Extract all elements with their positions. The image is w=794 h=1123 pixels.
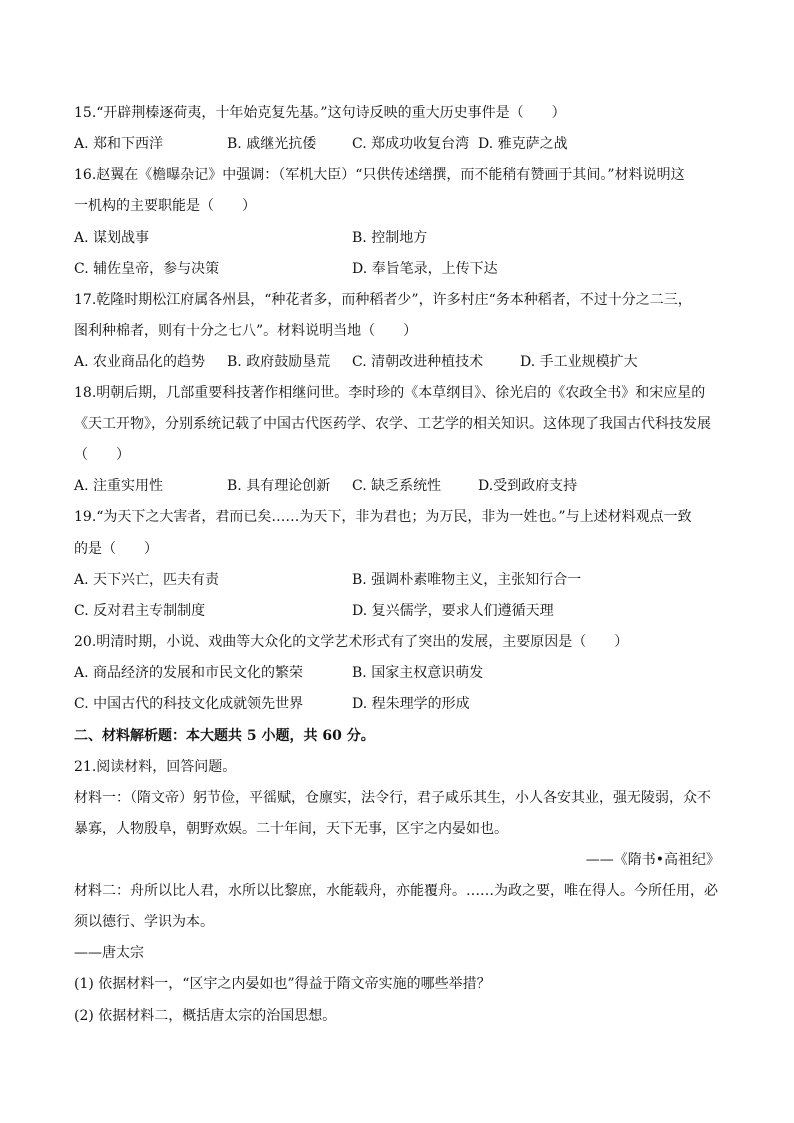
question-19-stem-line1: 19.“为天下之大害者，君而已矣……为天下，非为君也；为万民，非为一姓也。”与上述材料观点一致 [74,509,692,525]
q20-option-d: D. 程朱理学的形成 [352,696,470,712]
q18-option-a: A. 注重实用性 [74,478,164,494]
q21-material-2-line2: 须以德行、学识为本。 [74,914,214,930]
q16-option-a: A. 谋划战事 [74,230,150,246]
q21-material-1-source: ——《隋书•高祖纪》 [585,852,720,868]
q17-option-c: C. 清朝改进种植技术 [352,354,484,370]
question-18-stem-line2: 《天工开物》，分别系统记载了中国古代医药学、农学、工艺学的相关知识。这体现了我国古代科技发展 [74,416,711,432]
q21-material-1-line2: 暴寡，人物殷阜，朝野欢娱。二十年间，天下无事，区宇之内晏如也。 [74,821,508,837]
q15-option-b: B. 戚继光抗倭 [227,136,317,152]
question-18-options [74,476,724,496]
question-17-stem-line2: 图利种棉者，则有十分之七八”。材料说明当地（ ） [74,323,418,339]
q21-sub-question-2: (2) 依据材料二，概括唐太宗的治国思想。 [74,1008,337,1024]
question-18-stem-line1: 18.明朝后期，几部重要科技著作相继问世。李时珍的《本草纲目》、徐光启的《农政全书》和宋应星的 [74,385,706,401]
q21-material-2-line1: 材料二：舟所以比人君，水所以比黎庶，水能载舟，亦能覆舟。……为政之要，唯在得人。今所任用，必 [74,883,718,899]
q20-option-c: C. 中国古代的科技文化成就领先世界 [74,696,304,712]
q18-option-d: D.受到政府支持 [478,478,578,494]
q18-option-b: B. 具有理论创新 [227,478,331,494]
question-19-options-row1 [74,570,724,590]
q16-option-c: C. 辅佐皇帝，参与决策 [74,261,220,277]
q19-option-b: B. 强调朴素唯物主义，主张知行合一 [352,572,582,588]
question-16-stem-line1: 16.赵翼在《檐曝杂记》中强调：（军机大臣）“只供传述缮撰，而不能稍有赞画于其间。”材料说明这 [74,167,685,183]
section-2-heading: 二、材料解析题：本大题共 5 小题，共 60 分。 [74,728,375,744]
q17-option-d: D. 手工业规模扩大 [520,354,638,370]
q15-option-c: C. 郑成功收复台湾 [352,136,470,152]
q19-option-d: D. 复兴儒学，要求人们遵循天理 [352,603,554,619]
q19-option-a: A. 天下兴亡，匹夫有责 [74,572,220,588]
q21-sub-question-1: (1) 依据材料一，“区宇之内晏如也”得益于隋文帝实施的哪些举措？ [74,976,491,992]
question-20-stem: 20.明清时期，小说、戏曲等大众化的文学艺术形式有了突出的发展，主要原因是（ ） [74,634,629,650]
question-21-intro: 21.阅读材料，回答问题。 [74,759,237,775]
q21-material-1-line1: 材料一：（隋文帝）躬节俭，平徭赋，仓廪实，法令行，君子咸乐其生，小人各安其业，强无陵弱，众不 [74,790,711,806]
question-20-options-row1 [74,663,724,683]
question-15-options [74,134,724,154]
q17-option-b: B. 政府鼓励垦荒 [227,354,331,370]
question-19-options-row2 [74,601,724,621]
q16-option-d: D. 奉旨笔录，上传下达 [352,261,498,277]
question-18-stem-line3: （ ） [74,447,130,463]
q20-option-a: A. 商品经济的发展和市民文化的繁荣 [74,665,304,681]
q19-option-c: C. 反对君主专制制度 [74,603,206,619]
question-17-options [74,352,724,372]
question-16-options-row2 [74,259,724,279]
q18-option-c: C. 缺乏系统性 [352,478,442,494]
question-15-stem: 15.“开辟荆榛逐荷夷，十年始克复先基。”这句诗反映的重大历史事件是（ ） [74,105,566,121]
question-17-stem-line1: 17.乾隆时期松江府属各州县，“种花者多，而种稻者少”，许多村庄“务本种稻者，不过十分之二三， [74,292,692,308]
question-19-stem-line2: 的是（ ） [74,541,158,557]
question-16-options-row1 [74,228,724,248]
q15-option-a: A. 郑和下西洋 [74,136,164,152]
q20-option-b: B. 国家主权意识萌发 [352,665,484,681]
question-16-stem-line2: 一机构的主要职能是（ ） [74,198,256,214]
q16-option-b: B. 控制地方 [352,230,428,246]
q17-option-a: A. 农业商品化的趋势 [74,354,206,370]
q21-material-2-source: ——唐太宗 [74,945,144,961]
question-20-options-row2 [74,694,724,714]
q15-option-d: D. 雅克萨之战 [478,136,568,152]
